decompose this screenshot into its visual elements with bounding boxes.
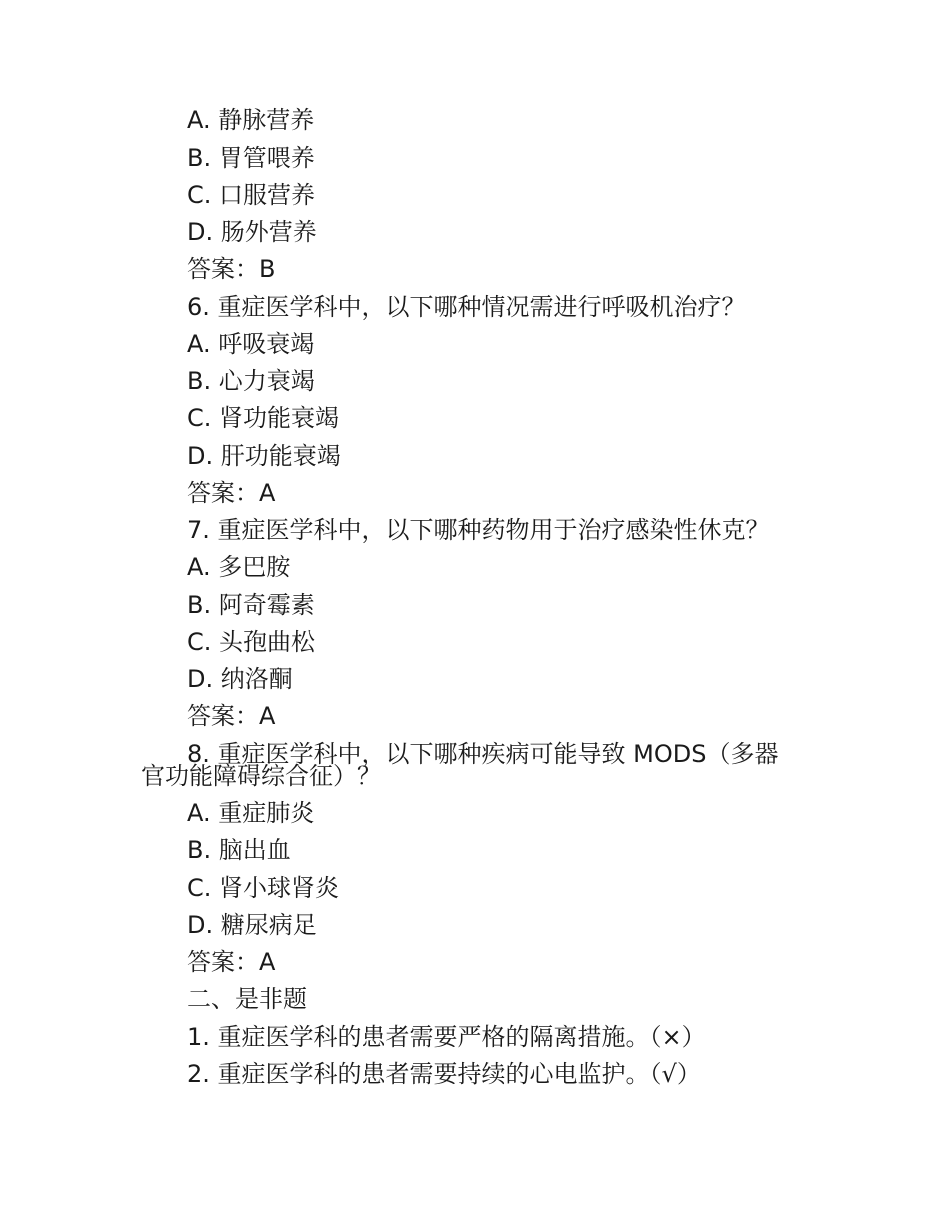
q8-answer: 答案：A — [187, 948, 276, 976]
q7-answer: 答案：A — [187, 702, 276, 730]
q7-option-a: A. 多巴胺 — [187, 553, 291, 581]
q5-answer: 答案：B — [187, 255, 276, 283]
q8-question-line2: 官功能障碍综合征）？ — [141, 762, 381, 790]
section-heading: 二、是非题 — [187, 985, 307, 1013]
q8-option-b: B. 脑出血 — [187, 836, 291, 864]
q6-option-d: D. 肝功能衰竭 — [187, 442, 341, 470]
q6-option-a: A. 呼吸衰竭 — [187, 330, 315, 358]
true-false-item-2: 2. 重症医学科的患者需要持续的心电监护。（√） — [187, 1060, 701, 1088]
q8-option-c: C. 肾小球肾炎 — [187, 874, 340, 902]
q6-answer: 答案：A — [187, 479, 276, 507]
q7-option-b: B. 阿奇霉素 — [187, 591, 315, 619]
q5-option-b: B. 胃管喂养 — [187, 144, 315, 172]
q5-option-d: D. 肠外营养 — [187, 218, 317, 246]
q8-option-d: D. 糖尿病足 — [187, 911, 317, 939]
q7-option-d: D. 纳洛酮 — [187, 665, 293, 693]
q5-option-c: C. 口服营养 — [187, 181, 316, 209]
true-false-item-1: 1. 重症医学科的患者需要严格的隔离措施。（×） — [187, 1023, 706, 1051]
q6-option-b: B. 心力衰竭 — [187, 367, 315, 395]
q8-question-line1: 8. 重症医学科中，以下哪种疾病可能导致 MODS（多器 — [187, 740, 779, 768]
q6-question: 6. 重症医学科中，以下哪种情况需进行呼吸机治疗？ — [187, 293, 746, 321]
q6-option-c: C. 肾功能衰竭 — [187, 404, 340, 432]
q7-question: 7. 重症医学科中，以下哪种药物用于治疗感染性休克？ — [187, 516, 770, 544]
q8-option-a: A. 重症肺炎 — [187, 799, 315, 827]
q7-option-c: C. 头孢曲松 — [187, 628, 316, 656]
q5-option-a: A. 静脉营养 — [187, 106, 315, 134]
